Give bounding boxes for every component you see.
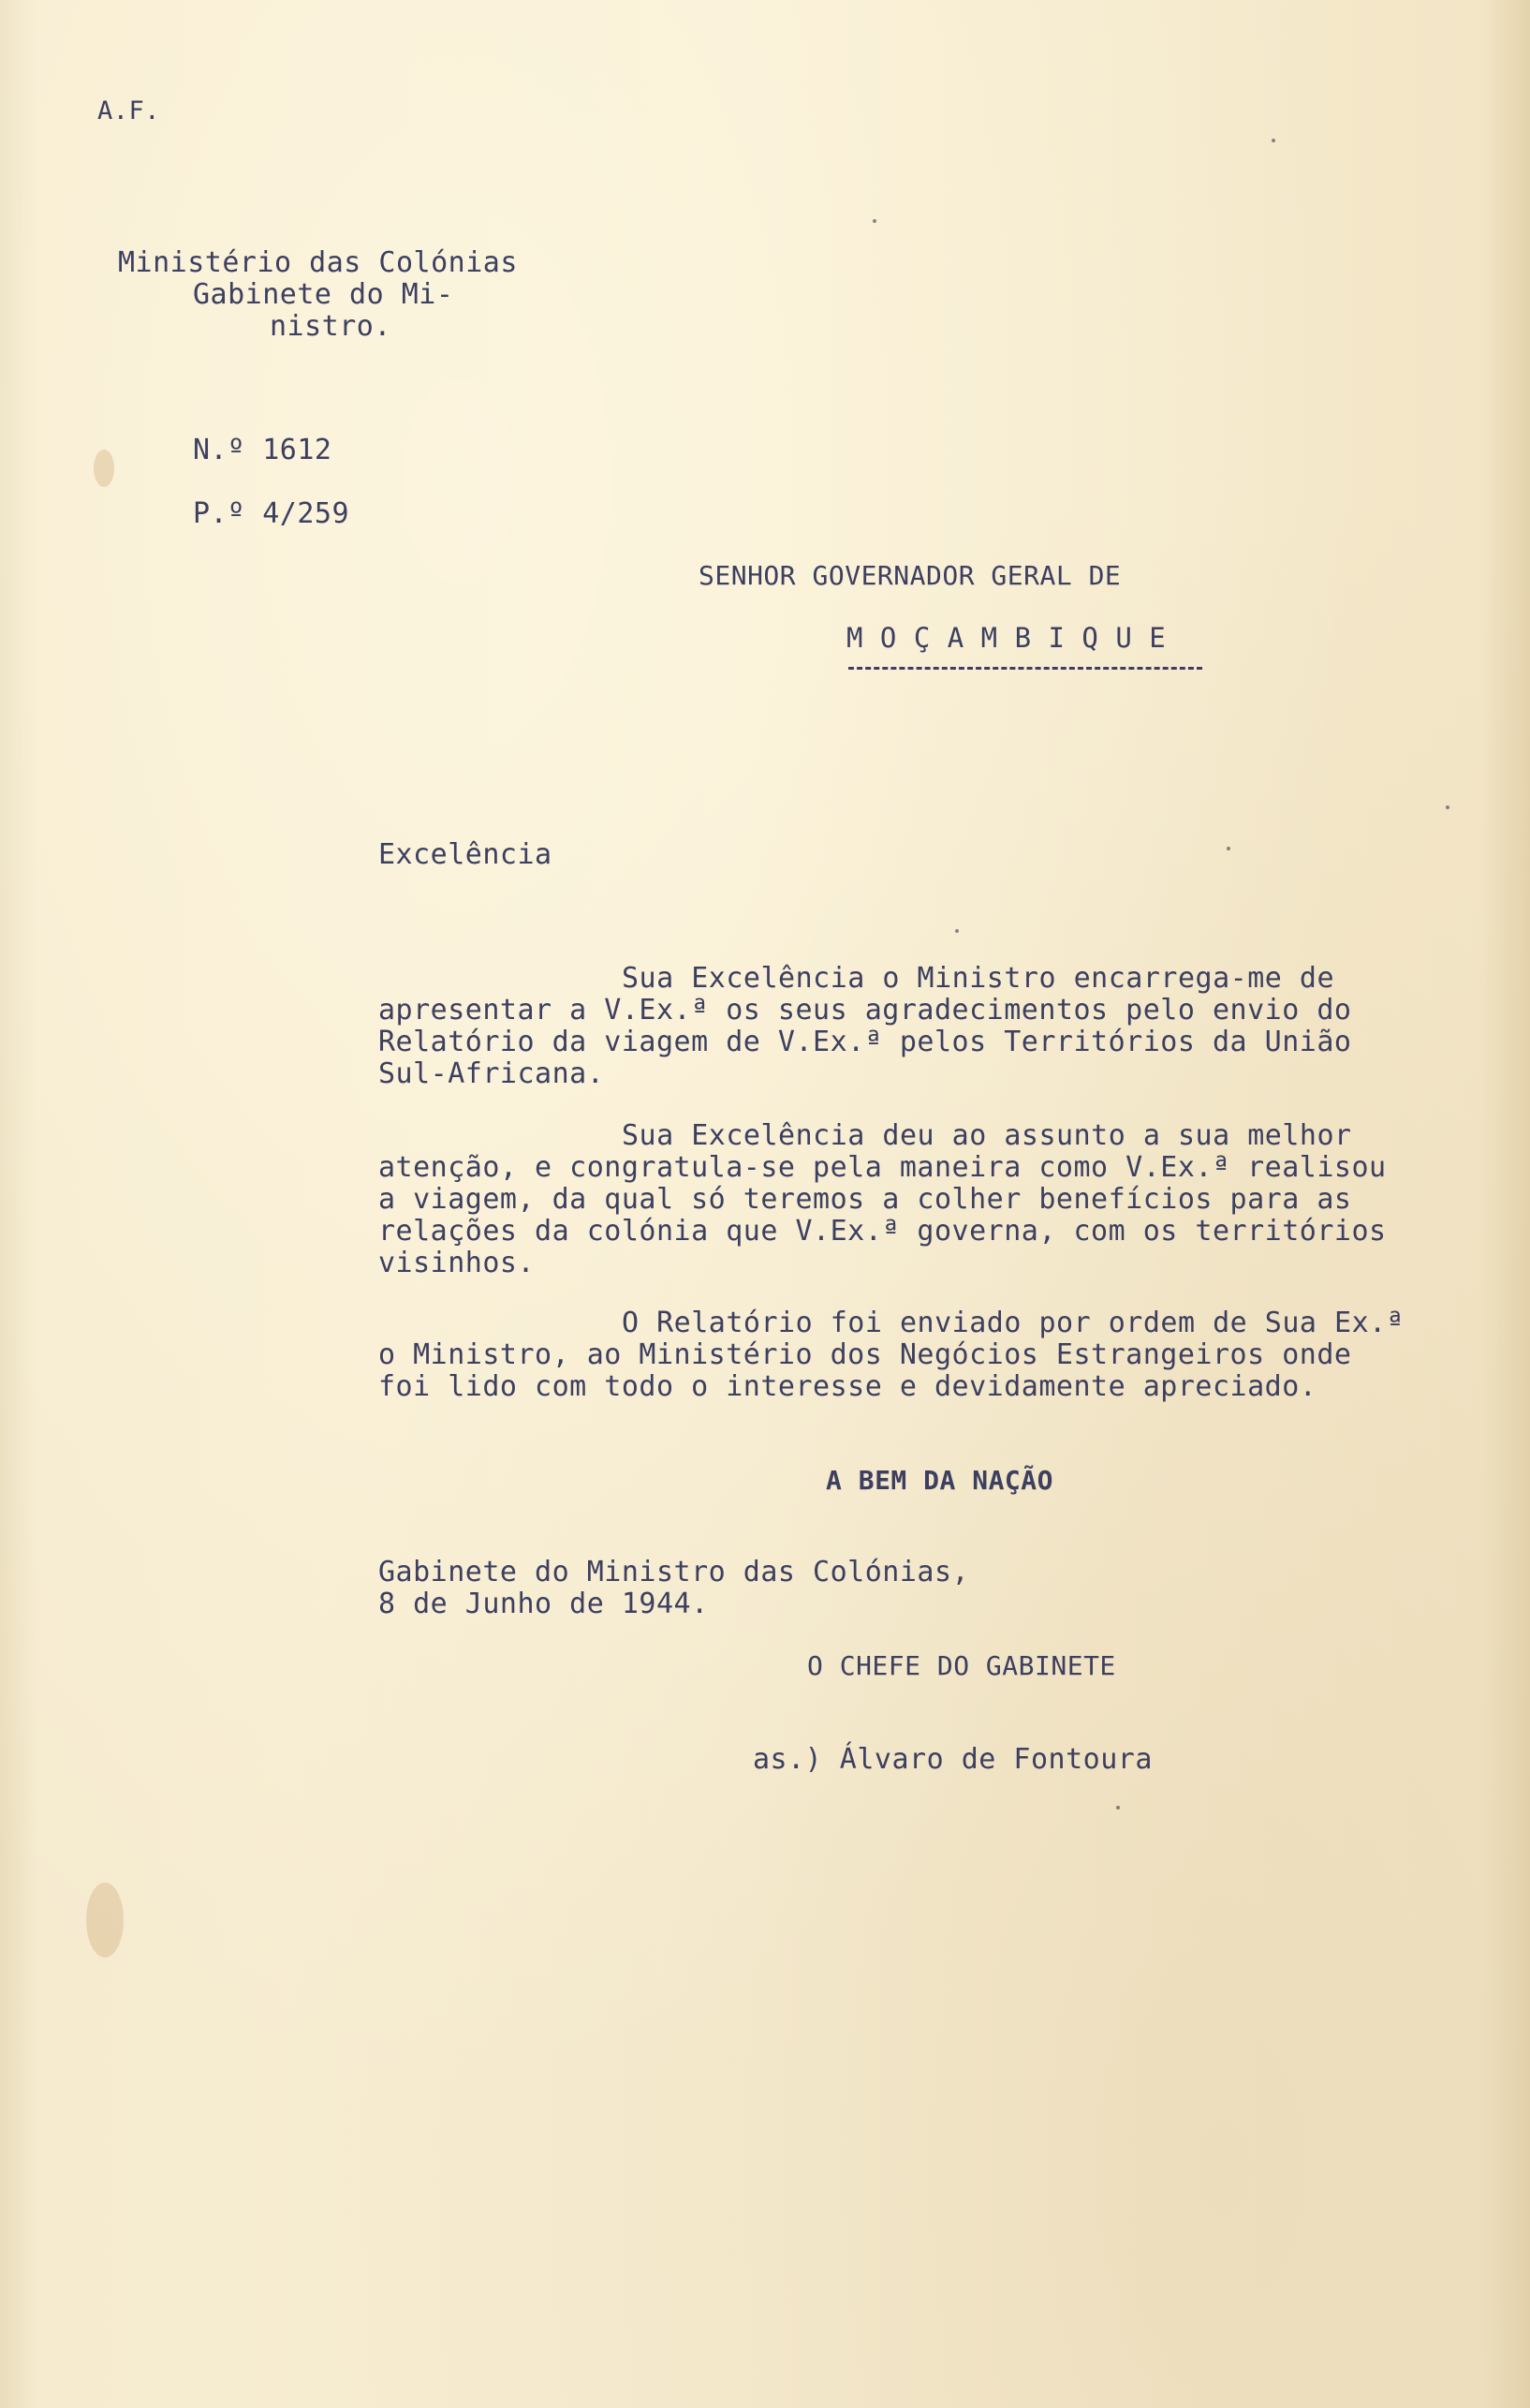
salutation: Excelência (378, 838, 552, 871)
closing-signature: as.) Álvaro de Fontoura (753, 1743, 1153, 1776)
paper-speck (955, 929, 959, 933)
paper-speck (873, 219, 876, 223)
para3-line-2: o Ministro, ao Ministério dos Negócios Estrangeiros onde (378, 1338, 1352, 1371)
para2-line-1: Sua Excelência deu ao assunto a sua melhor (622, 1119, 1352, 1152)
addressee-underline (848, 667, 1202, 670)
para2-line-4: relações da colónia que V.Ex.ª governa, com os territórios (378, 1215, 1387, 1248)
office-line-1: Ministério das Colónias (118, 246, 518, 279)
initials: A.F. (97, 96, 161, 126)
paper-stain (86, 1883, 124, 1957)
para1-line-1: Sua Excelência o Ministro encarrega-me de (622, 962, 1335, 995)
para3-line-3: foi lido com todo o interesse e devidamente apreciado. (378, 1370, 1317, 1403)
office-line-2: Gabinete do Mi- (193, 278, 454, 311)
addressee-line-1: SENHOR GOVERNADOR GERAL DE (699, 560, 1122, 591)
closing-title: O CHEFE DO GABINETE (807, 1650, 1116, 1681)
paper-speck (1272, 139, 1275, 142)
reference-number: N.º 1612 (193, 434, 332, 466)
para1-line-3: Relatório da viagem de V.Ex.ª pelos Territórios da União (378, 1026, 1352, 1058)
paper-speck (1227, 847, 1230, 850)
paper-speck (1446, 805, 1449, 809)
addressee-line-2: M O Ç A M B I Q U E (846, 622, 1167, 654)
paper-speck (1116, 1806, 1120, 1810)
closing-motto: A BEM DA NAÇÃO (826, 1465, 1054, 1496)
para1-line-2: apresentar a V.Ex.ª os seus agradecimentos pelo envio do (378, 994, 1352, 1027)
para2-line-3: a viagem, da qual só teremos a colher benefícios para as (378, 1183, 1352, 1216)
closing-date: 8 de Junho de 1944. (378, 1588, 709, 1620)
para2-line-2: atenção, e congratula-se pela maneira como V.Ex.ª realisou (378, 1151, 1387, 1184)
reference-process: P.º 4/259 (193, 497, 350, 530)
closing-place: Gabinete do Ministro das Colónias, (378, 1556, 970, 1588)
office-line-3: nistro. (270, 310, 391, 343)
para2-line-5: visinhos. (378, 1247, 536, 1279)
paper-stain (94, 450, 114, 487)
para3-line-1: O Relatório foi enviado por ordem de Sua Ex.ª (622, 1307, 1405, 1339)
para1-line-4: Sul-Africana. (378, 1057, 605, 1090)
